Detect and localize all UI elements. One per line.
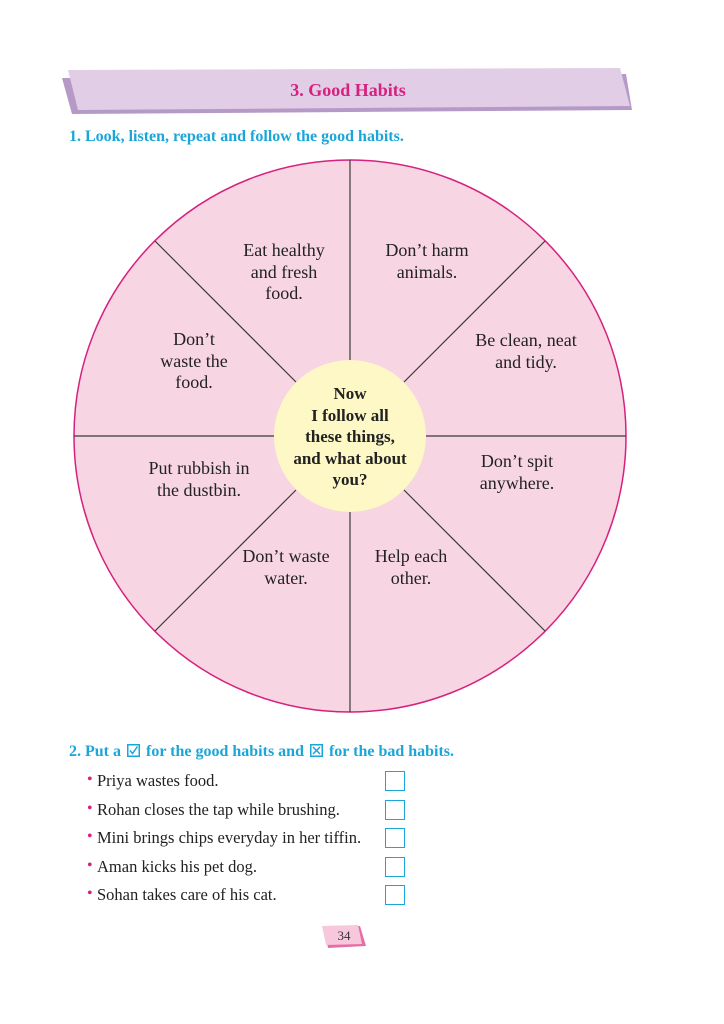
segment-text-line: waste the — [160, 350, 228, 371]
question-1-heading: 1. Look, listen, repeat and follow the good habits. — [69, 128, 404, 145]
bullet-icon: • — [87, 799, 93, 817]
segment-text-line: Don’t harm — [385, 240, 469, 260]
list-item — [87, 798, 427, 827]
segment-text-line: other. — [390, 567, 432, 588]
segment-text-line: water. — [264, 567, 308, 588]
segment-text-line: anywhere. — [479, 472, 555, 493]
segment-dont-spit — [442, 451, 592, 494]
center-text-line: and what about — [293, 448, 407, 468]
segment-text-line: animals. — [396, 261, 458, 282]
habit-text: Rohan closes the tap while brushing. — [97, 799, 340, 819]
segment-be-clean — [451, 330, 601, 373]
answer-checkbox[interactable] — [385, 885, 405, 905]
segment-dont-waste-water — [211, 546, 361, 589]
center-text-line: I follow all — [311, 405, 389, 425]
segment-text-line: food. — [175, 372, 213, 392]
bullet-icon: • — [87, 885, 93, 902]
segment-text-line: and fresh — [250, 261, 318, 282]
segment-text-line: Help each — [374, 546, 448, 566]
cross-box-icon — [310, 744, 323, 757]
segment-text-line: Put rubbish in — [148, 458, 250, 478]
answer-checkbox[interactable] — [385, 800, 405, 820]
question-2-heading — [69, 743, 454, 761]
page-number — [320, 924, 368, 950]
habit-checklist — [87, 769, 427, 912]
list-item — [87, 769, 427, 798]
bullet-icon: • — [87, 828, 93, 845]
segment-text-line: Eat healthy — [243, 240, 325, 260]
segment-text-line: the dustbin. — [157, 479, 241, 500]
list-item — [87, 883, 427, 912]
q2-heading-start: 2. Put a — [69, 743, 121, 760]
answer-checkbox[interactable] — [385, 771, 405, 791]
segment-text-line: Be clean, neat — [475, 330, 577, 350]
segment-dont-waste-food — [119, 329, 269, 394]
segment-text-line: Don’t waste — [242, 546, 330, 566]
segment-text-line: Don’t spit — [480, 451, 554, 471]
habit-text: Mini brings chips everyday in her tiffin. — [97, 828, 362, 847]
center-text-line: Now — [333, 384, 367, 403]
answer-checkbox[interactable] — [385, 857, 405, 877]
segment-text-line: food. — [265, 283, 303, 303]
habit-text: Priya wastes food. — [97, 771, 219, 790]
segment-text-line: and tidy. — [495, 351, 557, 372]
wheel-center-text — [275, 383, 425, 491]
habit-text: Aman kicks his pet dog. — [97, 856, 257, 876]
segment-eat-healthy — [209, 240, 359, 305]
answer-checkbox[interactable] — [385, 828, 405, 848]
list-item — [87, 826, 427, 855]
tick-box-icon — [127, 744, 140, 757]
segment-dont-harm-animals — [352, 240, 502, 283]
segment-text-line: Don’t — [173, 329, 215, 349]
habit-text: Sohan takes care of his cat. — [97, 885, 277, 904]
center-text-line: you? — [332, 470, 368, 489]
page-number-text: 34 — [337, 928, 351, 943]
page-title: 3. Good Habits — [290, 80, 406, 100]
q2-heading-end: for the bad habits. — [328, 743, 455, 760]
bullet-icon: • — [87, 771, 93, 788]
segment-put-rubbish — [124, 458, 274, 501]
list-item — [87, 855, 427, 884]
q2-heading-middle: for the good habits and — [146, 743, 304, 760]
bullet-icon: • — [87, 856, 93, 874]
center-text-line: these things, — [305, 427, 395, 446]
